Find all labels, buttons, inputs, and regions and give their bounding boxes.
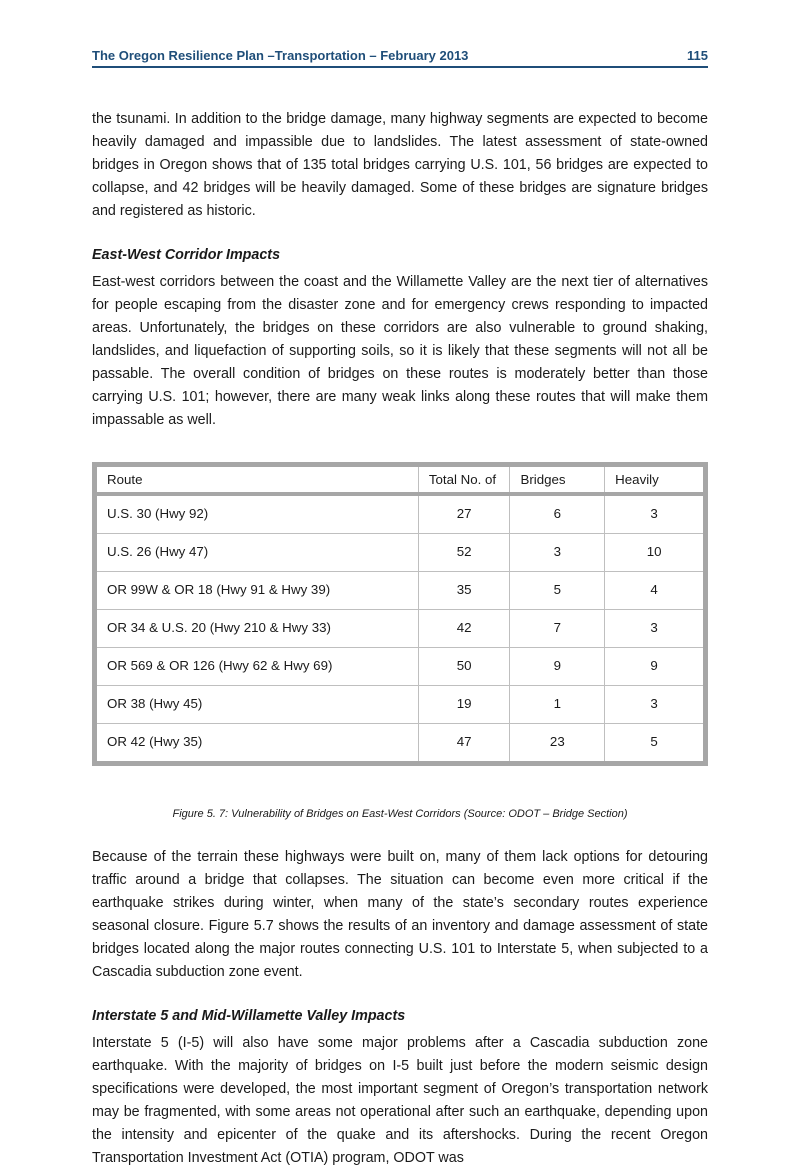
terrain-paragraph: Because of the terrain these highways were built on, many of them lack options for detouring traffic around a bridge that collapses. The situation can become even more critical if the earthquake strikes during winter, when many of the state’s secondary routes experience seasonal closure. Figure 5.7 shows the results of an inventory and damage assessment of state bridges located along the major routes connecting U.S. 101 to Interstate 5, when subjected to a Cascadia subduction zone event.	[92, 849, 708, 980]
header-title: The Oregon Resilience Plan –Transportation – February 2013	[92, 48, 469, 63]
cell-heavy: 5	[650, 734, 658, 749]
figure-caption: Figure 5. 7: Vulnerability of Bridges on East-West Corridors (Source: ODOT – Bridge Section)	[172, 808, 628, 820]
bridges-table	[92, 462, 708, 766]
cell-collapse: 9	[510, 648, 605, 686]
header-page-number: 115	[687, 48, 708, 63]
cell-total: 19	[418, 686, 510, 724]
cell-total: 35	[418, 572, 510, 610]
cell-route: OR 99W & OR 18 (Hwy 91 & Hwy 39)	[95, 572, 419, 610]
cell-route: OR 38 (Hwy 45)	[95, 686, 419, 724]
cell-route: U.S. 26 (Hwy 47)	[95, 534, 419, 572]
east-west-paragraph: East-west corridors between the coast and the Willamette Valley are the next tier of alternatives for people escaping from the disaster zone and for emergency crews responding to impacted areas. Unfortunately, the bridges on these corridors are also vulnerable to ground shaking, landslides, and liquefaction of supporting soils, so it is likely that these segments will not all be passable. The overall condition of bridges on these routes is moderately better than those carrying U.S. 101; however, there are many weak links along these routes that will make them impassable as well.	[92, 274, 708, 428]
cell-total: 50	[418, 648, 510, 686]
cell-heavy: 10	[605, 534, 706, 572]
table-row	[95, 610, 706, 648]
cell-collapse: 3	[510, 534, 605, 572]
cell-total: 27	[418, 494, 510, 534]
cell-collapse: 1	[510, 686, 605, 724]
table-row	[95, 572, 706, 610]
cell-total: 47	[418, 724, 510, 764]
cell-heavy: 4	[605, 572, 706, 610]
cell-collapse: 5	[510, 572, 605, 610]
column-header-heavily: Heavily	[605, 465, 706, 495]
intro-paragraph: the tsunami. In addition to the bridge damage, many highway segments are expected to become heavily damaged and impassible due to landslides. The latest assessment of state-owned bridges in Oregon shows that of 135 total bridges carrying U.S. 101, 56 bridges are expected to collapse, and 42 bridges will be heavily damaged. Some of these bridges are signature bridges and registered as historic.	[92, 111, 708, 219]
bridges-table-body	[95, 494, 706, 764]
table-row	[95, 648, 706, 686]
table-row	[95, 724, 706, 764]
cell-route: OR 569 & OR 126 (Hwy 62 & Hwy 69)	[95, 648, 419, 686]
cell-total: 52	[418, 534, 510, 572]
section-heading-i5: Interstate 5 and Mid-Willamette Valley Impacts	[92, 1008, 406, 1024]
i5-paragraph: Interstate 5 (I-5) will also have some major problems after a Cascadia subduction zone earthquake. With the majority of bridges on I-5 built just before the modern seismic design specifications were developed, the most important segment of Oregon’s transportation network may be fragmented, with some areas not operational after such an earthquake, depending upon the intensity and epicenter of the quake and its aftershocks. During the recent Oregon Transportation Investment Act (OTIA) program, ODOT was	[92, 1035, 708, 1166]
column-header-bridges: Bridges	[510, 465, 605, 495]
column-header-total: Total No. of	[418, 465, 510, 495]
cell-heavy: 3	[605, 494, 706, 534]
section-heading-east-west: East-West Corridor Impacts	[92, 247, 281, 263]
cell-collapse: 23	[510, 724, 605, 764]
cell-route: OR 42 (Hwy 35)	[95, 724, 419, 764]
cell-heavy: 3	[605, 610, 706, 648]
cell-collapse: 6	[510, 494, 605, 534]
column-header-route: Route	[95, 465, 419, 495]
table-row	[95, 494, 706, 534]
table-row	[95, 534, 706, 572]
table-row	[95, 686, 706, 724]
bridges-table-head	[95, 465, 706, 495]
table-header-row	[95, 465, 706, 495]
cell-total: 42	[418, 610, 510, 648]
cell-route: OR 34 & U.S. 20 (Hwy 210 & Hwy 33)	[95, 610, 419, 648]
cell-collapse: 7	[510, 610, 605, 648]
page-header	[92, 48, 708, 68]
cell-heavy: 3	[605, 686, 706, 724]
bridges-table-container	[92, 462, 708, 766]
cell-heavy: 9	[605, 648, 706, 686]
cell-route: U.S. 30 (Hwy 92)	[95, 494, 419, 534]
